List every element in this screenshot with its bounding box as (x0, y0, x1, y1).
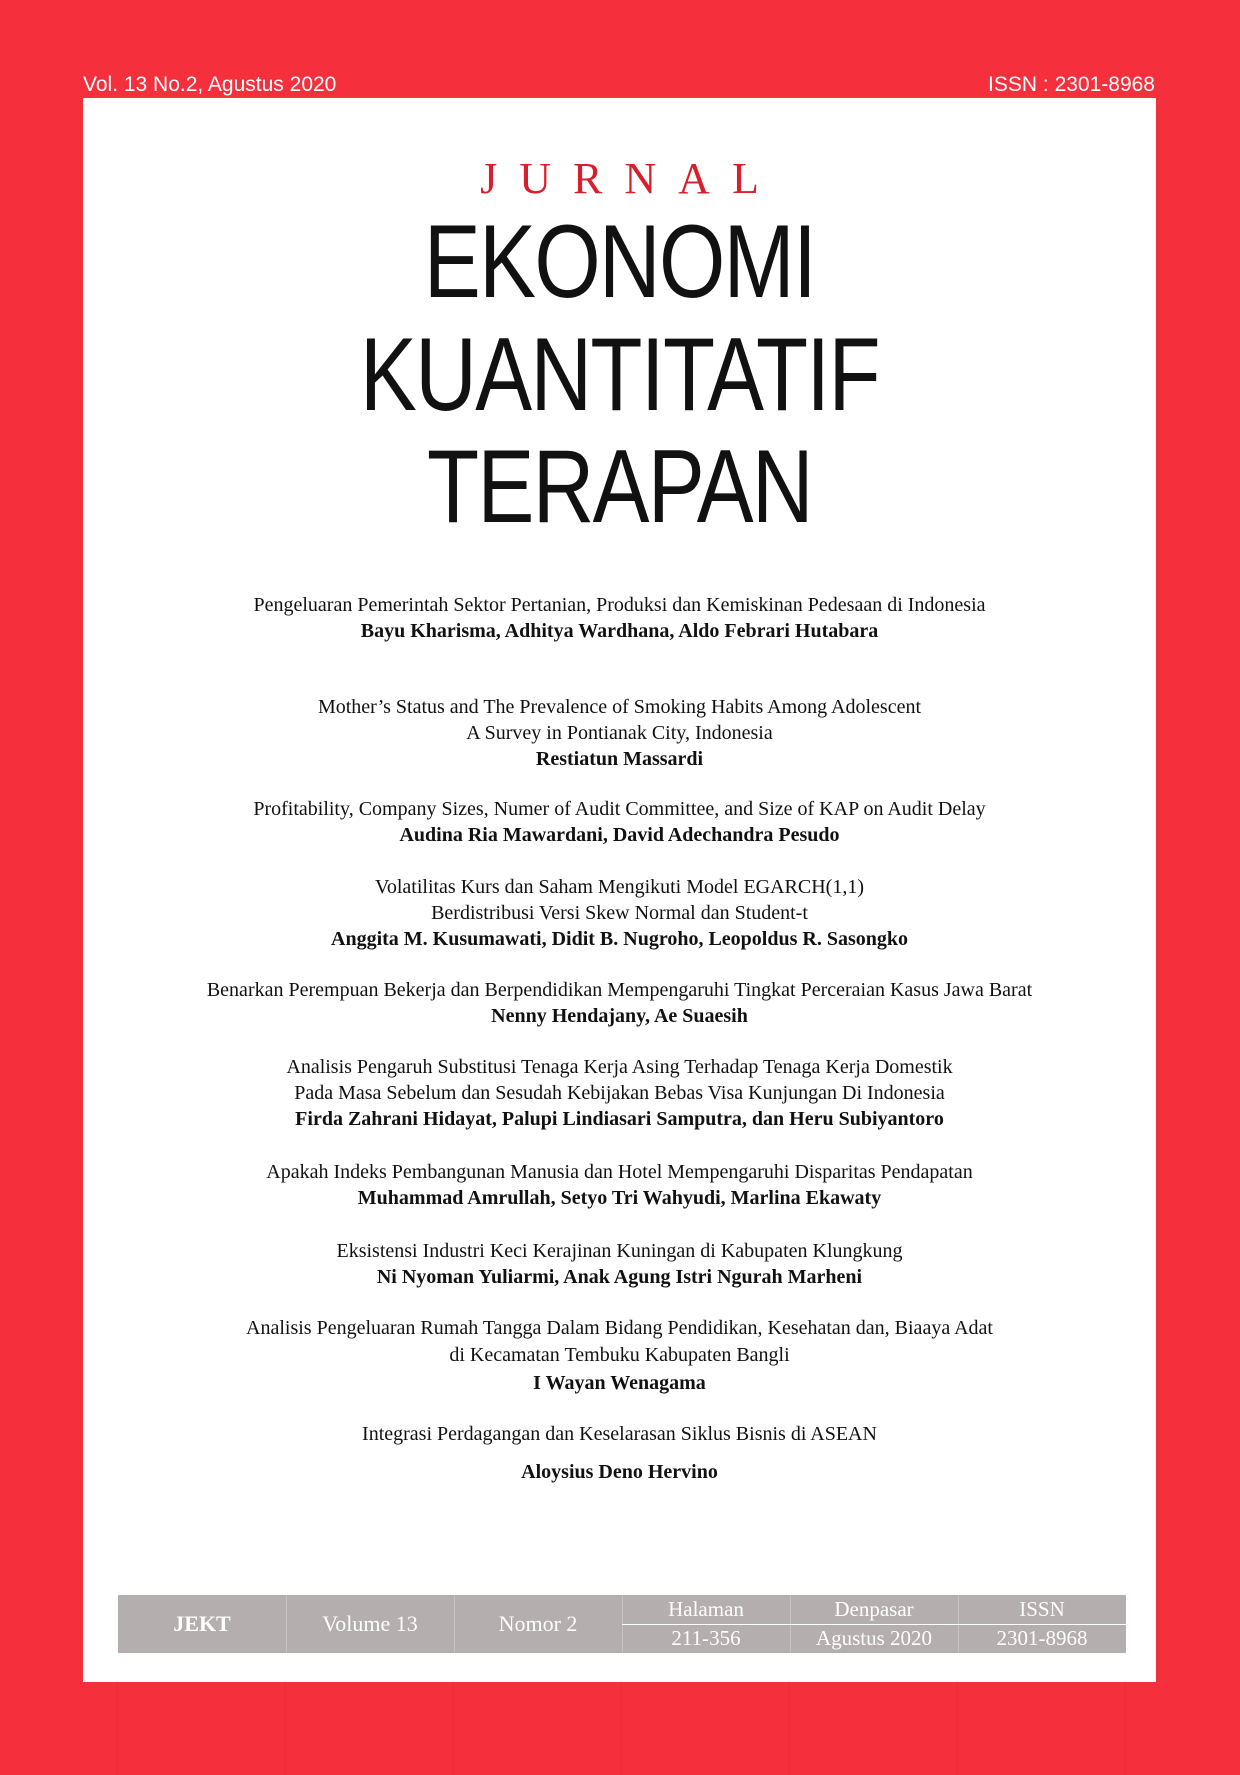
strip-divider (1125, 1682, 1126, 1775)
article-title: Analisis Pengaruh Substitusi Tenaga Kerja Asing Terhadap Tenaga Kerja Domestik (286, 1056, 953, 1078)
article-authors: Anggita M. Kusumawati, Didit B. Nugroho, Leopoldus R. Sasongko (331, 928, 908, 950)
article-authors: Audina Ria Mawardani, David Adechandra Pesudo (399, 824, 840, 846)
footer-nomor: Nomor 2 (498, 1611, 578, 1636)
article-title: Analisis Pengeluaran Rumah Tangga Dalam Bidang Pendidikan, Kesehatan dan, Biaaya Adat (246, 1317, 993, 1339)
article-title: Benarkan Perempuan Bekerja dan Berpendidikan Mempengaruhi Tingkat Perceraian Kasus Jawa Barat (206, 979, 1033, 1001)
cover-bottom-strip (0, 1682, 1240, 1775)
footer-journal: JEKT (173, 1611, 231, 1636)
footer-volume: Volume 13 (322, 1611, 418, 1636)
article-title: Profitability, Company Sizes, Numer of Audit Committee, and Size of KAP on Audit Delay (253, 798, 986, 820)
issue-info-bar (118, 1595, 1126, 1653)
article-title: Pada Masa Sebelum dan Sesudah Kebijakan Bebas Visa Kunjungan Di Indonesia (294, 1082, 945, 1104)
article-title: Berdistribusi Versi Skew Normal dan Student-t (431, 902, 808, 924)
strip-divider (453, 1682, 454, 1775)
article-title: di Kecamatan Tembuku Kabupaten Bangli (449, 1344, 790, 1366)
masthead-jurnal: JURNAL (480, 154, 781, 203)
footer-issn-cell (958, 1595, 1126, 1653)
footer-halaman-value: 211-356 (671, 1626, 741, 1650)
article-title: A Survey in Pontianak City, Indonesia (466, 722, 773, 744)
footer-halaman-cell (622, 1595, 790, 1653)
article-authors: Aloysius Deno Hervino (521, 1461, 718, 1483)
cover-page (83, 98, 1156, 1682)
strip-divider (621, 1682, 622, 1775)
article-title: Mother’s Status and The Prevalence of Smoking Habits Among Adolescent (317, 696, 922, 718)
footer-place: Denpasar (834, 1597, 914, 1621)
footer-nomor-cell (454, 1595, 622, 1653)
footer-journal-cell (118, 1595, 286, 1653)
masthead-title-line-3: TERAPAN (427, 429, 812, 545)
article-authors: Firda Zahrani Hidayat, Palupi Lindiasari Samputra, dan Heru Subiyantoro (295, 1108, 944, 1130)
article-authors: Ni Nyoman Yuliarmi, Anak Agung Istri Ngurah Marheni (376, 1266, 863, 1288)
footer-place-cell (790, 1595, 958, 1653)
footer-issn-label: ISSN (1019, 1597, 1065, 1621)
strip-divider (957, 1682, 958, 1775)
issn-label: ISSN : 2301-8968 (988, 73, 1155, 96)
strip-divider (789, 1682, 790, 1775)
article-title: Volatilitas Kurs dan Saham Mengikuti Model EGARCH(1,1) (374, 876, 865, 898)
masthead-title-line-2: KUANTITATIF (360, 317, 879, 433)
article-title: Eksistensi Industri Keci Kerajinan Kuningan di Kabupaten Klungkung (336, 1240, 903, 1262)
article-authors: Bayu Kharisma, Adhitya Wardhana, Aldo Febrari Hutabara (360, 620, 879, 642)
strip-divider (285, 1682, 286, 1775)
article-authors: Restiatun Massardi (535, 748, 704, 770)
article-title: Integrasi Perdagangan dan Keselarasan Siklus Bisnis di ASEAN (362, 1423, 877, 1445)
footer-volume-cell (286, 1595, 454, 1653)
footer-date: Agustus 2020 (815, 1626, 933, 1650)
article-authors: Muhammad Amrullah, Setyo Tri Wahyudi, Marlina Ekawaty (357, 1187, 882, 1209)
article-title: Pengeluaran Pemerintah Sektor Pertanian, Produksi dan Kemiskinan Pedesaan di Indonesia (253, 594, 986, 616)
article-title: Apakah Indeks Pembangunan Manusia dan Hotel Mempengaruhi Disparitas Pendapatan (266, 1161, 973, 1183)
volume-issue-label: Vol. 13 No.2, Agustus 2020 (83, 73, 337, 96)
masthead-title-line-1: EKONOMI (423, 204, 816, 320)
article-authors: I Wayan Wenagama (533, 1372, 706, 1394)
strip-divider (117, 1682, 118, 1775)
article-authors: Nenny Hendajany, Ae Suaesih (491, 1005, 748, 1027)
footer-halaman-label: Halaman (668, 1597, 744, 1621)
footer-issn-value: 2301-8968 (996, 1626, 1088, 1650)
